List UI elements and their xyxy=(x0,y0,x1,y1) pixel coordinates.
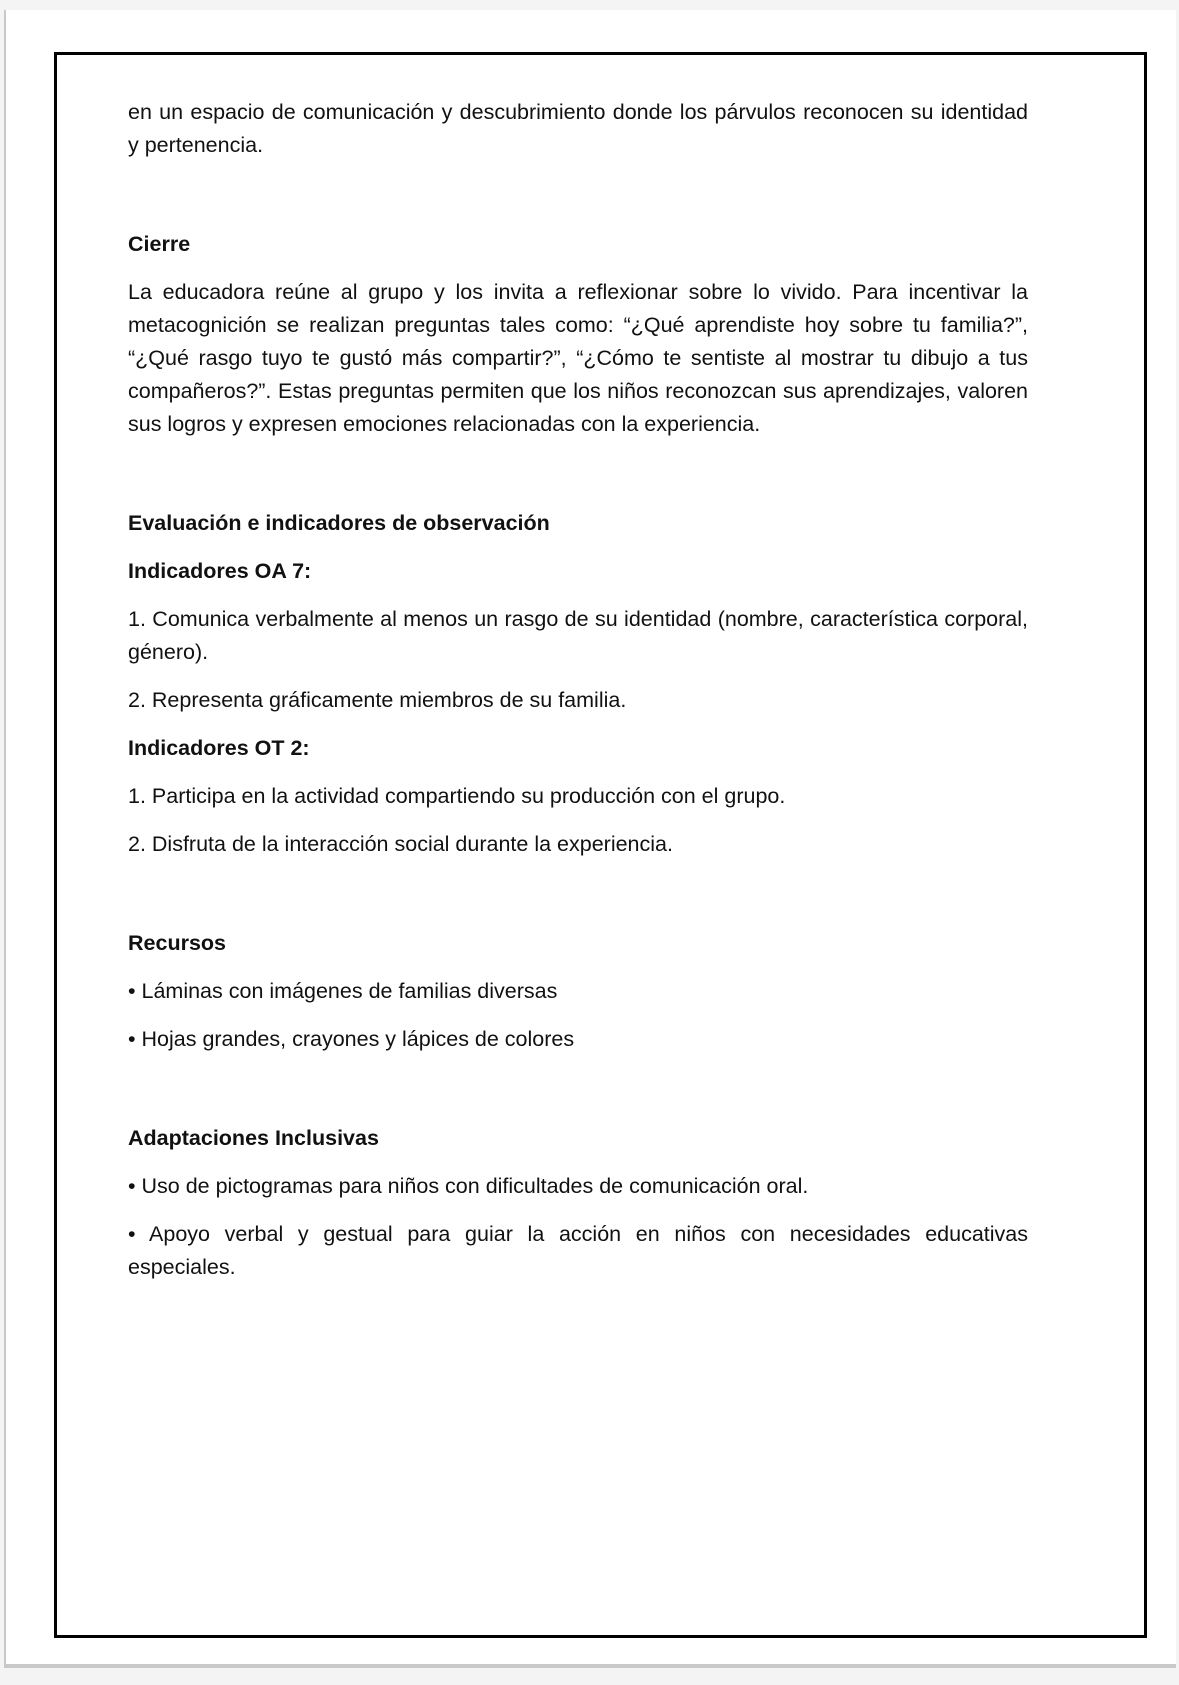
recurso-item-2: • Hojas grandes, crayones y lápices de colores xyxy=(128,1027,575,1051)
adaptaciones-heading: Adaptaciones Inclusivas xyxy=(128,1126,379,1150)
cierre-paragraph: La educadora reúne al grupo y los invita a reflexionar sobre lo vivido. Para incentivar la metacognición se realizan preguntas tales como: “¿Qué aprendiste hoy sobre tu familia?”, “¿Qué rasgo tuyo te gustó más compartir?”, “¿Cómo te sentiste al mostrar tu dibujo a tus compañeros?”. Estas preguntas permiten que los niños reconozcan sus aprendizajes, valoren sus logros y expresen emociones relacionadas con la experiencia. xyxy=(128,280,1028,436)
intro-continuation-paragraph: en un espacio de comunicación y descubrimiento donde los párvulos reconocen su identidad y pertenencia. xyxy=(128,100,1028,157)
ot2-indicator-1: 1. Participa en la actividad compartiendo su producción con el grupo. xyxy=(128,784,786,808)
recursos-heading: Recursos xyxy=(128,931,226,955)
ot2-indicator-2: 2. Disfruta de la interacción social durante la experiencia. xyxy=(128,832,673,856)
oa7-indicator-1: 1. Comunica verbalmente al menos un rasgo de su identidad (nombre, característica corporal, género). xyxy=(128,607,1028,664)
oa7-indicator-2: 2. Representa gráficamente miembros de su familia. xyxy=(128,688,627,712)
adaptacion-item-1: • Uso de pictogramas para niños con dificultades de comunicación oral. xyxy=(128,1174,809,1198)
indicadores-ot2-heading: Indicadores OT 2: xyxy=(128,736,310,760)
recurso-item-1: • Láminas con imágenes de familias diversas xyxy=(128,979,558,1003)
document-body xyxy=(128,96,1028,1284)
adaptacion-item-2: • Apoyo verbal y gestual para guiar la acción en niños con necesidades educativas especiales. xyxy=(128,1222,1028,1279)
evaluacion-heading: Evaluación e indicadores de observación xyxy=(128,511,550,535)
document-page xyxy=(4,10,1176,1668)
cierre-heading: Cierre xyxy=(128,232,191,256)
indicadores-oa7-heading: Indicadores OA 7: xyxy=(128,559,312,583)
